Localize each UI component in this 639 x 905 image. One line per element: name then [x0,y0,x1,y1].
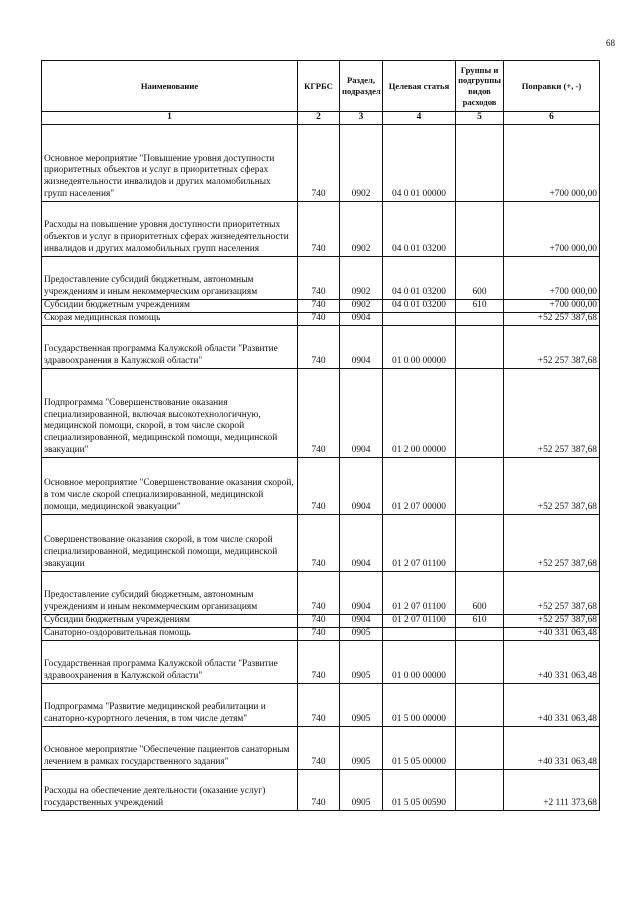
row-section: 0904 [340,514,383,571]
row-kgrbs: 740 [298,627,340,640]
row-name: Предоставление субсидий бюджетным, автономным учреждениям и иным некоммерческим организациям [42,256,298,299]
row-kgrbs: 740 [298,124,340,201]
column-index: 2 [298,112,340,125]
row-group [456,312,504,325]
column-index: 6 [504,112,600,125]
row-name: Субсидии бюджетным учреждениям [42,614,298,627]
row-amount: +40 331 063,48 [504,627,600,640]
table-row [42,368,600,457]
row-section: 0905 [340,769,383,810]
row-target: 01 2 07 01100 [383,614,456,627]
row-name: Расходы на повышение уровня доступности приоритетных объектов и услуг в приоритетных сферах жизнедеятельности инвалидов и других маломобильных групп населения [42,201,298,256]
row-name: Государственная программа Калужской области "Развитие здравоохранения в Калужской области" [42,325,298,368]
row-section: 0902 [340,201,383,256]
row-section: 0904 [340,571,383,614]
table-row [42,325,600,368]
row-section: 0905 [340,640,383,683]
row-section: 0902 [340,124,383,201]
row-amount: +40 331 063,48 [504,726,600,769]
row-name: Подпрограмма "Развитие медицинской реабилитации и санаторно-курортного лечения, в том числе детям" [42,683,298,726]
row-target: 04 0 01 00000 [383,124,456,201]
row-target: 04 0 01 03200 [383,201,456,256]
row-target: 01 2 00 00000 [383,368,456,457]
row-group [456,325,504,368]
row-name: Основное мероприятие "Повышение уровня доступности приоритетных объектов и услуг в приоритетных сферах жизнедеятельности инвалидов и других маломобильных групп населения" [42,124,298,201]
row-amount: +52 257 387,68 [504,312,600,325]
row-target: 01 0 00 00000 [383,325,456,368]
row-kgrbs: 740 [298,201,340,256]
row-group: 600 [456,256,504,299]
header-groups: Группы и подгруппы видов расходов [456,61,504,112]
column-index: 4 [383,112,456,125]
row-kgrbs: 740 [298,614,340,627]
row-group: 610 [456,299,504,312]
table-row [42,299,600,312]
row-amount: +2 111 373,68 [504,769,600,810]
row-section: 0904 [340,457,383,514]
table-row [42,627,600,640]
row-kgrbs: 740 [298,457,340,514]
row-target: 01 5 05 00000 [383,726,456,769]
row-name: Расходы на обеспечение деятельности (оказание услуг) государственных учреждений [42,769,298,810]
row-amount: +700 000,00 [504,256,600,299]
row-amount: +52 257 387,68 [504,614,600,627]
row-target: 01 5 00 00000 [383,683,456,726]
table-row [42,640,600,683]
table-row [42,614,600,627]
row-group [456,769,504,810]
header-name: Наименование [42,61,298,112]
table-row [42,514,600,571]
row-name: Основное мероприятие "Обеспечение пациентов санаторным лечением в рамках государственного задания" [42,726,298,769]
header-amendments: Поправки (+, -) [504,61,600,112]
row-target [383,312,456,325]
row-section: 0905 [340,683,383,726]
row-group [456,640,504,683]
row-target: 01 2 07 01100 [383,571,456,614]
budget-amendments-table [41,60,600,811]
row-target [383,627,456,640]
row-name: Скорая медицинская помощь [42,312,298,325]
row-name: Государственная программа Калужской области "Развитие здравоохранения в Калужской области" [42,640,298,683]
row-kgrbs: 740 [298,769,340,810]
row-kgrbs: 740 [298,368,340,457]
row-amount: +52 257 387,68 [504,325,600,368]
row-group [456,726,504,769]
column-index: 5 [456,112,504,125]
header-row [42,61,600,112]
header-target: Целевая статья [383,61,456,112]
row-kgrbs: 740 [298,312,340,325]
row-name: Санаторно-оздоровительная помощь [42,627,298,640]
row-target: 01 0 00 00000 [383,640,456,683]
row-target: 01 2 07 00000 [383,457,456,514]
row-target: 01 5 05 00590 [383,769,456,810]
row-amount: +52 257 387,68 [504,571,600,614]
row-kgrbs: 740 [298,726,340,769]
row-group: 610 [456,614,504,627]
row-section: 0902 [340,299,383,312]
column-index-row [42,112,600,125]
table-row [42,726,600,769]
column-index: 3 [340,112,383,125]
table-row [42,124,600,201]
row-group [456,514,504,571]
row-kgrbs: 740 [298,571,340,614]
row-name: Субсидии бюджетным учреждениям [42,299,298,312]
table-row [42,769,600,810]
row-target: 01 2 07 01100 [383,514,456,571]
header-section: Раздел, подраздел [340,61,383,112]
table-row [42,312,600,325]
row-amount: +52 257 387,68 [504,514,600,571]
row-kgrbs: 740 [298,514,340,571]
row-amount: +700 000,00 [504,124,600,201]
table-row [42,571,600,614]
row-group: 600 [456,571,504,614]
row-group [456,627,504,640]
row-section: 0904 [340,325,383,368]
table-body [42,124,600,810]
column-index: 1 [42,112,298,125]
row-section: 0902 [340,256,383,299]
row-kgrbs: 740 [298,299,340,312]
row-section: 0904 [340,368,383,457]
row-amount: +700 000,00 [504,201,600,256]
table-row [42,201,600,256]
row-kgrbs: 740 [298,640,340,683]
header-kgrbs: КГРБС [298,61,340,112]
row-amount: +40 331 063,48 [504,640,600,683]
row-group [456,124,504,201]
table-row [42,256,600,299]
row-section: 0905 [340,627,383,640]
row-name: Подпрограмма "Совершенствование оказания специализированной, включая высокотехнологичную, медицинской помощи, скорой, в том числе скорой специализированной, медицинской помощи, медицинской эвакуации" [42,368,298,457]
row-target: 04 0 01 03200 [383,256,456,299]
table-row [42,457,600,514]
row-kgrbs: 740 [298,683,340,726]
row-kgrbs: 740 [298,325,340,368]
row-section: 0905 [340,726,383,769]
row-name: Основное мероприятие "Совершенствование оказания скорой, в том числе скорой специализированной, медицинской помощи, медицинской эвакуации" [42,457,298,514]
table-row [42,683,600,726]
row-amount: +52 257 387,68 [504,457,600,514]
row-kgrbs: 740 [298,256,340,299]
row-amount: +700 000,00 [504,299,600,312]
row-name: Совершенствование оказания скорой, в том числе скорой специализированной, медицинской помощи, медицинской эвакуации [42,514,298,571]
row-group [456,201,504,256]
row-amount: +52 257 387,68 [504,368,600,457]
row-name: Предоставление субсидий бюджетным, автономным учреждениям и иным некоммерческим организациям [42,571,298,614]
row-group [456,457,504,514]
page-number: 68 [606,38,615,48]
row-group [456,683,504,726]
row-section: 0904 [340,312,383,325]
row-section: 0904 [340,614,383,627]
row-amount: +40 331 063,48 [504,683,600,726]
row-target: 04 0 01 03200 [383,299,456,312]
row-group [456,368,504,457]
